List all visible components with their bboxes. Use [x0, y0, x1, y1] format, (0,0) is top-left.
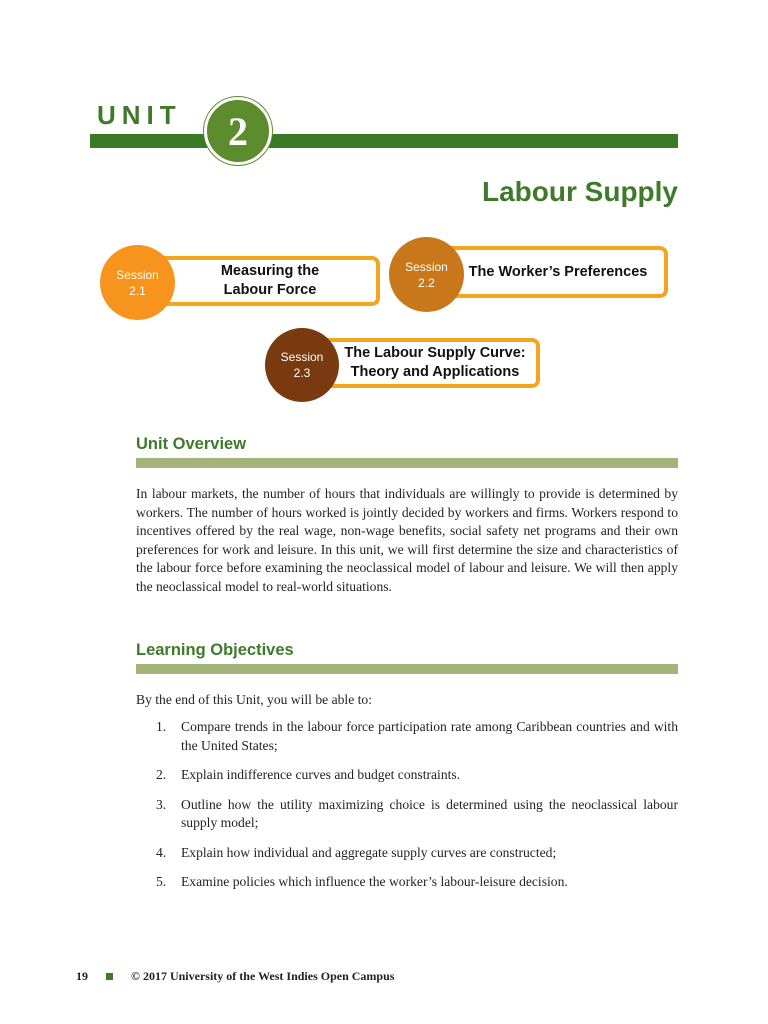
overview-rule: [136, 458, 678, 468]
objective-number: 1.: [156, 719, 167, 734]
unit-label: UNIT: [97, 100, 182, 130]
objective-item: [136, 796, 678, 833]
objective-text: Examine policies which influence the worker’s labour-leisure decision.: [181, 874, 568, 889]
footer-copyright: © 2017 University of the West Indies Open Campus: [131, 969, 395, 983]
session-2-3-tag: Session: [280, 350, 324, 364]
objective-text: Compare trends in the labour force participation rate among Caribbean countries and with the United States;: [181, 719, 678, 753]
objective-number: 5.: [156, 874, 167, 889]
objective-text: Explain indifference curves and budget constraints.: [181, 767, 461, 782]
unit-header-bar: [90, 134, 678, 148]
objectives-intro: By the end of this Unit, you will be able to:: [136, 692, 372, 707]
session-2-1-title-line-1: Measuring the: [220, 263, 320, 279]
objective-item: [136, 873, 678, 892]
session-2-2-box: [430, 246, 668, 298]
objective-item: [136, 718, 678, 755]
overview-text: In labour markets, the number of hours that individuals are willingly to provide is determined by workers. The number of hours worked is jointly decided by workers and firms. Workers respond to incentives offered by the real wage, non-wage benefits, social safety net programs and their own preferences for work and leisure. In this unit, we will first determine the size and characteristics of the labour force before examining the neoclassical model of labour and leisure. We will then apply the neoclassical model to real-world situations.: [136, 486, 678, 594]
objective-item: [136, 844, 678, 863]
page-number: 19: [76, 969, 88, 983]
objective-text: Outline how the utility maximizing choice is determined using the neoclassical labour supply model;: [181, 796, 678, 830]
session-2-3-badge: [265, 328, 339, 402]
session-2-2-tag: Session: [405, 259, 448, 274]
objective-text: Explain how individual and aggregate supply curves are constructed;: [181, 844, 557, 860]
session-2-3-number: 2.3: [293, 366, 311, 380]
objective-number: 3.: [156, 796, 167, 812]
objectives-heading: Learning Objectives: [136, 641, 294, 659]
session-2-1-badge: [100, 245, 175, 320]
session-2-1-number: 2.1: [129, 283, 146, 298]
session-2-3-box: [310, 338, 540, 388]
objective-number: 4.: [156, 844, 167, 860]
session-2-2-number: 2.2: [418, 275, 435, 290]
objectives-list: [136, 718, 678, 903]
footer-square-icon: [106, 973, 113, 980]
session-2-1-box: [150, 256, 380, 306]
session-2-1-tag: Session: [116, 267, 159, 282]
objectives-rule: [136, 664, 678, 674]
unit-number-badge: 2: [204, 97, 272, 165]
overview-heading: Unit Overview: [136, 435, 247, 453]
unit-title: Labour Supply: [482, 176, 678, 207]
session-2-1-title-line-2: Labour Force: [223, 282, 317, 298]
session-2-2-badge: [389, 237, 464, 312]
objective-item: [136, 766, 678, 785]
objective-number: 2.: [156, 767, 167, 782]
page-footer: [76, 969, 394, 984]
session-2-3-title-line-1: The Labour Supply Curve:: [344, 345, 526, 361]
session-2-2-title-line-1: The Worker’s Preferences: [468, 263, 648, 280]
session-2-3-title-line-2: Theory and Applications: [350, 364, 520, 380]
